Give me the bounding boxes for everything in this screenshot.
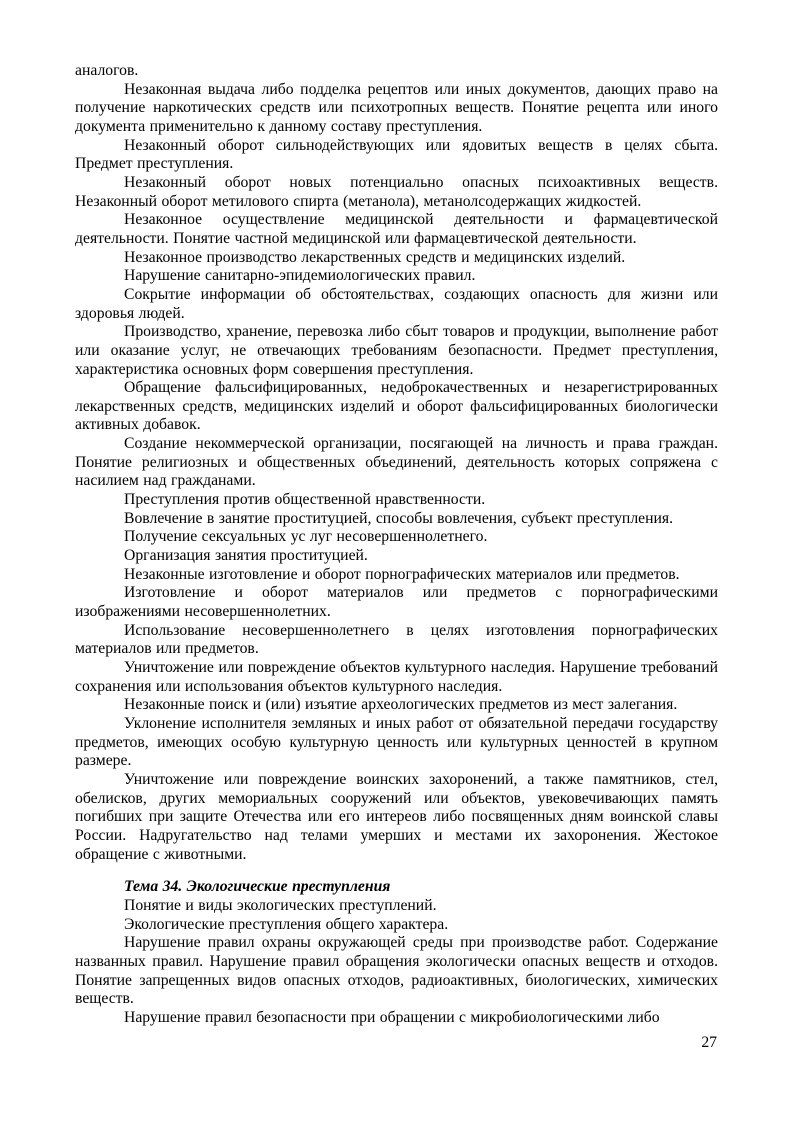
paragraph: Уничтожение или повреждение объектов культурного наследия. Нарушение требований сохранения или использования объектов культурного наследия. — [75, 659, 718, 695]
paragraph: Незаконный оборот новых потенциально опасных психоактивных веществ. Незаконный оборот метилового спирта (метанола), метанолсодержащих жидкостей. — [75, 173, 718, 210]
paragraph: Изготовление и оборот материалов или предметов с порнографическими изображениями несовершеннолетних. — [75, 584, 718, 621]
paragraph: Производство, хранение, перевозка либо сбыт товаров и продукции, выполнение работ или оказание услуг, не отвечающих требованиям безопасности. Предмет преступления, характеристика основных форм совершения преступления. — [75, 323, 718, 378]
paragraph: Организация занятия проституцией. — [124, 547, 368, 565]
paragraph: Нарушение правил безопасности при обращении с микробиологическими либо — [124, 1008, 660, 1026]
paragraph: Незаконная выдача либо подделка рецептов или иных документов, дающих право на получение наркотических средств или психотропных веществ. Понятие рецепта или иного документа применительно к данному составу преступления. — [75, 80, 718, 135]
paragraph: Создание некоммерческой организации, посягающей на личность и права граждан. Понятие религиозных и общественных объединений, деятельность которых сопряжена с насилием над гражданами. — [75, 435, 718, 490]
paragraph: Сокрытие информации об обстоятельствах, создающих опасность для жизни или здоровья людей. — [75, 285, 718, 322]
paragraph: Понятие и виды экологических преступлений. — [124, 896, 437, 914]
page-number: 27 — [701, 1034, 717, 1051]
paragraph: Уклонение исполнителя земляных и иных работ от обязательной передачи государству предметов, имеющих особую культурную ценность или культурных ценностей в крупном размере. — [75, 714, 718, 770]
paragraph: Обращение фальсифицированных, недоброкачественных и незарегистрированных лекарственных средств, медицинских изделий и оборот фальсифицированных биологически активных добавок. — [75, 379, 718, 434]
paragraph: Незаконный оборот сильнодействующих или ядовитых веществ в целях сбыта. Предмет преступления. — [75, 136, 718, 173]
paragraph: Незаконные изготовление и оборот порнографических материалов или предметов. — [124, 565, 680, 583]
paragraph: Вовлечение в занятие проституцией, способы вовлечения, субъект преступления. — [124, 509, 674, 527]
paragraph: Уничтожение или повреждение воинских захоронений, а также памятников, стел, обелисков, других мемориальных сооружений или объектов, увековечивающих память погибших при защите Отечества или его интереов либо посвященных дням воинской славы России. Надругательство над телами умерших и местами их захоронения. Жестокое обращение с животными. — [75, 770, 718, 863]
paragraph: Получение сексуальных ус луг несовершеннолетнего. — [124, 528, 488, 546]
paragraph: Экологические преступления общего характера. — [124, 915, 449, 933]
paragraph: аналогов. — [75, 62, 139, 79]
section-heading: Тема 34. Экологические преступления — [124, 878, 391, 896]
paragraph: Использование несовершеннолетнего в целях изготовления порнографических материалов или предметов. — [75, 621, 718, 658]
paragraph: Нарушение санитарно-эпидемиологических правил. — [124, 267, 476, 285]
paragraph: Преступления против общественной нравственности. — [124, 491, 486, 509]
paragraph: Незаконное производство лекарственных средств и медицинских изделий. — [124, 248, 626, 266]
paragraph: Незаконное осуществление медицинской деятельности и фармацевтической деятельности. Понятие частной медицинской или фармацевтической деятельности. — [75, 211, 718, 247]
paragraph: Нарушение правил охраны окружающей среды при производстве работ. Содержание названных правил. Нарушение правил обращения экологически опасных веществ и отходов. Понятие запрещенных видов опасных отходов, радиоактивных, биологических, химических веществ. — [75, 934, 718, 1008]
paragraph: Незаконные поиск и (или) изъятие археологических предметов из мест залегания. — [124, 696, 678, 714]
page-body — [75, 62, 718, 1027]
